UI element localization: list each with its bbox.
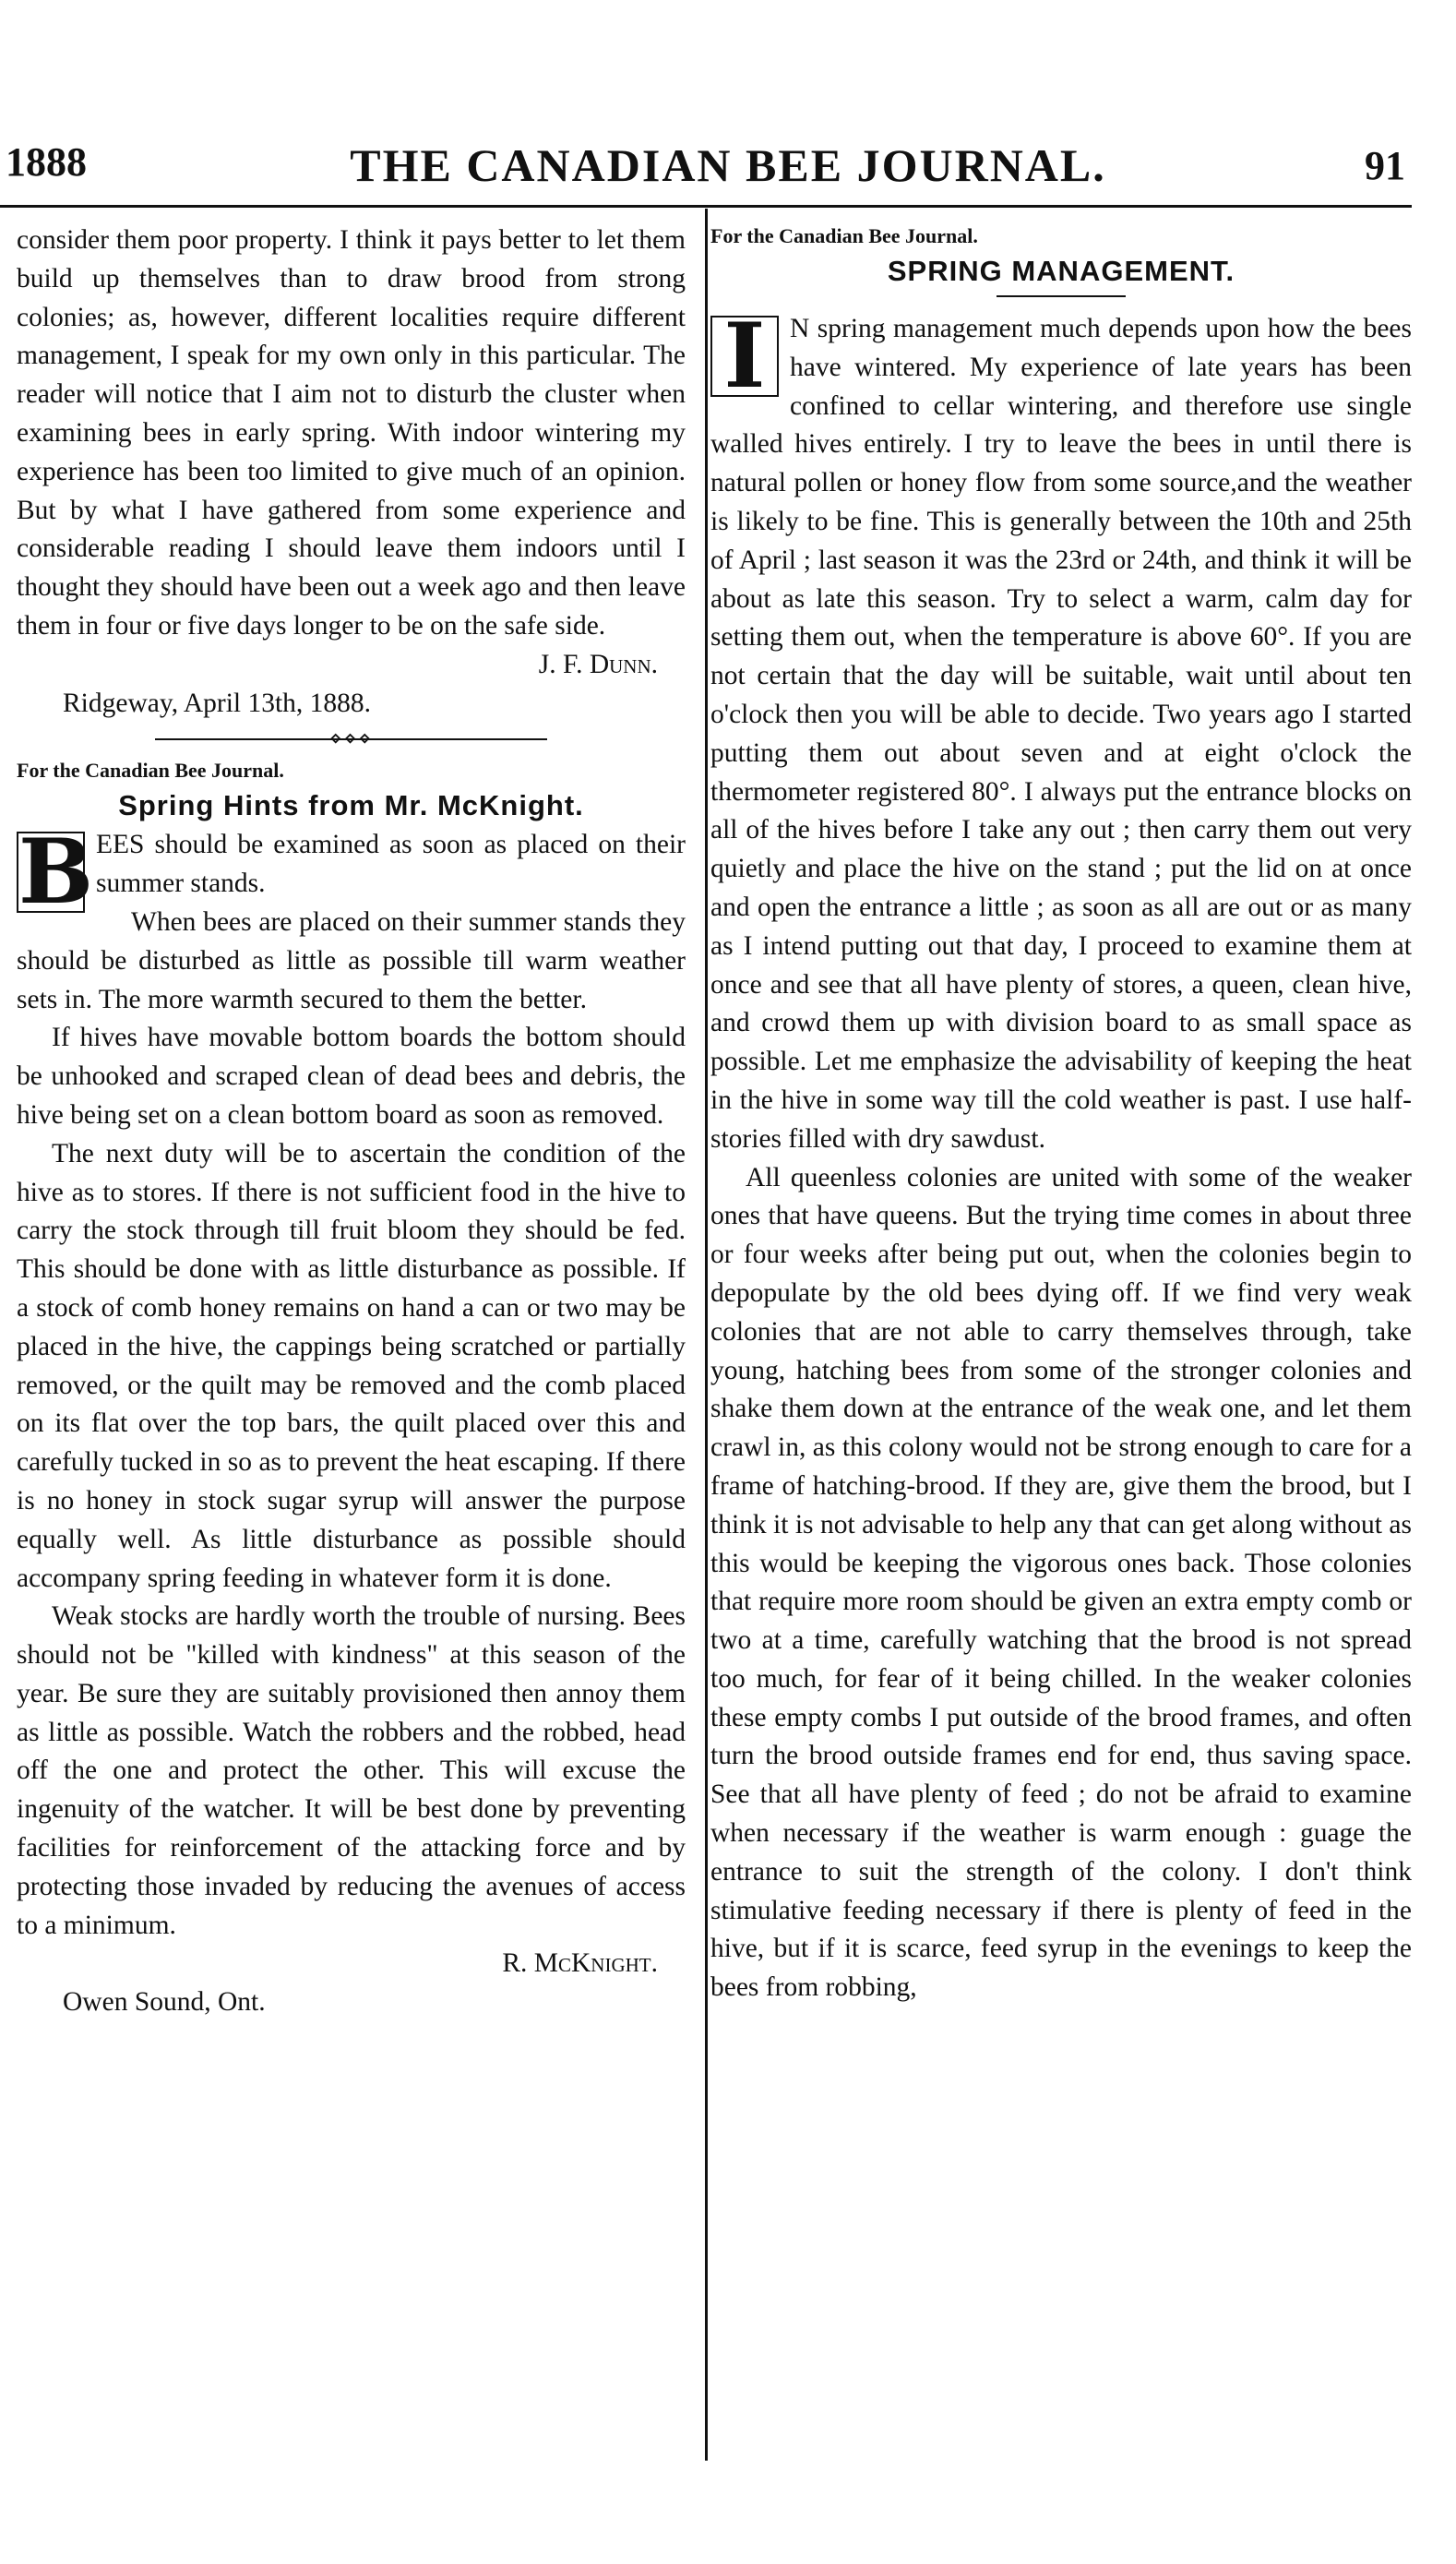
article-heading: Spring Hints from Mr. McKnight.: [118, 789, 584, 822]
continued-paragraph: consider them poor property. I think it pays better to let them build up themselves than to draw brood from strong colonies; as, however, different localities require different management, I speak for my own only in this particular. The reader will notice that I aim not to disturb the cluster when examining bees in early spring. With indoor wintering my experience has been too limited to give much of an opinion. But by what I have gathered from some experience and considerable reading I should leave them indoors until I thought they should have been out a week ago and then leave them in four or five days longer to be on the safe side.: [17, 225, 686, 641]
right-column: [710, 222, 1412, 2007]
header-rule: [0, 205, 1412, 208]
article-paragraph: [17, 820, 686, 925]
drop-cap: B: [18, 820, 94, 925]
journal-title: THE CANADIAN BEE JOURNAL.: [350, 139, 1106, 191]
dateline: Ridgeway, April 13th, 1888.: [63, 688, 372, 718]
article-heading: SPRING MANAGEMENT.: [887, 255, 1235, 287]
page-header: [0, 138, 1456, 203]
signature-dunn: J. F. Dunn.: [538, 649, 658, 679]
article-paragraph: The next duty will be to ascertain the condition of the hive as to stores. If there is not sufficient food in the hive to carry the stock through till fruit bloom they should be fed. This should be done with as little disturbance as possible. If a stock of comb honey remains on hand a can or two may be placed in the hive, the cappings being scratched or partially removed, or the quilt may be removed and the comb placed on its flat over the top bars, the quilt placed over this and carefully tucked in so as to prevent the heat escaping. If there is no honey in stock sugar syrup will answer the purpose equally well. As little disturbance as possible should accompany spring feeding in whatever form it is done.: [17, 1138, 686, 1593]
paragraph-text: EES should be examined as soon as placed on their summer stands.: [96, 830, 686, 899]
divider-ornament: ⋄⋄⋄: [328, 726, 374, 750]
article-paragraph: Weak stocks are hardly worth the trouble of nursing. Bees should not be "killed with kindness" at this season of the year. Be sure they are suitably provisioned then annoy them as little as possible. Watch the robbers and the robbed, head off the one and protect the other. This will excuse the ingenuity of the watcher. It will be best done by preventing facilities for reinforcement of the attacking force and by protecting those invaded by reducing the avenues of access to a minimum.: [17, 1601, 686, 1940]
section-divider: [17, 723, 686, 756]
paragraph-text: N spring management much depends upon how the bees have wintered. My experience of late years has been confined to cellar wintering, and therefore use single walled hives entirely. I try to leave the bees in until there is natural pollen or honey flow from some source,and the weather is likely to be fine. This is generally between the 10th and 25th of April ; last season it was the 23rd or 24th, and think it will be about as late this season. Try to select a warm, calm day for setting them out, when the temperature is above 60°. If you are not certain that the day will be suitable, wait until about ten o'clock then you will be able to decide. Two years ago I started putting them out about seven and at eight o'clock the thermometer registered 80°. I always put the entrance blocks on all of the hives before I take any out ; then carry them out very quietly and place the hive on the stand ; put the lid on at once and open the entrance a little ; as soon as all are out or as many as I intend putting out that day, I proceed to examine them at once and see that all have plenty of stores, a queen, clean hive, and crowd them up with division board to as small space as possible. Let me emphasize the advisability of keeping the heat in the hive in some way till the cold weather is past. I use half-stories filled with dry sawdust.: [710, 314, 1412, 1154]
page-number: 91: [1365, 143, 1405, 188]
article-paragraph: All queenless colonies are united with some of the weaker ones that have queens. But the trying time comes in about three or four weeks after being put out, when the colonies begin to depopulate by the old bees dying off. If we find very weak colonies that are not able to carry themselves through, take young, hatching bees from some of the stronger colonies and shake them down at the entrance of the weak one, and let them crawl in, as this colony would not be strong enough to care for a frame of hatching-brood. If they are, give them the brood, but I think it is not advisable to help any that can get along without as this would be keeping the vigorous ones back. Those colonies that require more room should be given an extra empty comb or two at a time, carefully watching that the brood is not spread too much, for fear of it being chilled. In the weaker colonies these empty combs I put outside of the brood frames, and often turn the brood outside frames end for end, thus saving space. See that all have plenty of feed ; do not be afraid to examine when necessary if the weather is warm enough : guage the entrance to suit the strength of the colony. I don't think stimulative feeding necessary if there is plenty of feed in the hive, but if it is scarce, feed syrup in the evenings to keep the bees from robbing,: [710, 1162, 1412, 2003]
header-year: 1888: [6, 139, 87, 185]
article-paragraph: When bees are placed on their summer stands they should be disturbed as little as possible till warm weather sets in. The more warmth secured to them the better.: [17, 906, 686, 1014]
signature-mcknight: R. McKnight.: [502, 1948, 658, 1979]
article-paragraph: [710, 304, 1412, 1159]
article-credit: For the Canadian Bee Journal.: [17, 759, 284, 783]
drop-cap: I: [710, 316, 779, 397]
column-divider: [705, 209, 708, 2461]
article-paragraph: If hives have movable bottom boards the bottom should be unhooked and scraped clean of dead bees and debris, the hive being set on a clean bottom board as soon as removed.: [17, 1023, 686, 1130]
place-line: Owen Sound, Ont.: [63, 1987, 266, 2018]
left-column: [17, 222, 686, 2022]
heading-rule: [997, 295, 1126, 297]
article-credit: For the Canadian Bee Journal.: [710, 224, 978, 247]
